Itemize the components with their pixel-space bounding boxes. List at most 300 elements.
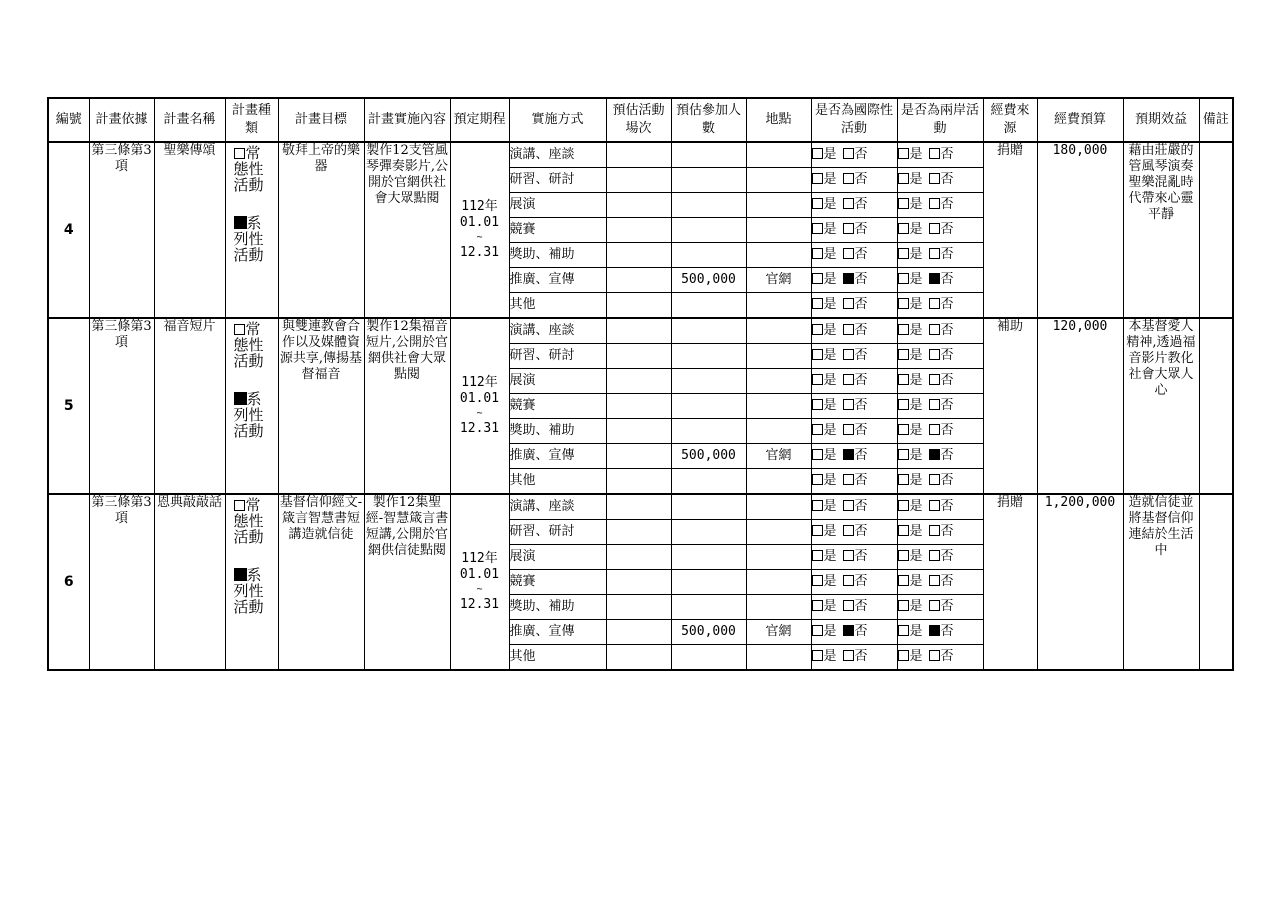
cross-strait-no-checkbox[interactable]: [929, 148, 940, 159]
international-no-checkbox[interactable]: [843, 349, 854, 360]
international-yes-checkbox[interactable]: [812, 650, 823, 661]
schedule-line: 12.31: [459, 245, 500, 260]
sessions-cell: [606, 293, 671, 319]
sessions-cell: [606, 268, 671, 293]
regular-activity-option[interactable]: [234, 497, 270, 545]
cross-strait-no-checkbox[interactable]: [929, 500, 940, 511]
international-yes-checkbox[interactable]: [812, 399, 823, 410]
location-cell: [746, 645, 811, 671]
cross-strait-no-checkbox[interactable]: [929, 399, 940, 410]
cross-strait-yes-checkbox[interactable]: [898, 525, 909, 536]
series-activity-label: 系列性活動: [233, 566, 264, 616]
cross-strait-yes-no: [897, 494, 983, 520]
method-label: 獎助、補助: [509, 595, 606, 620]
participants-cell: [671, 469, 746, 495]
cross-strait-yes-checkbox[interactable]: [898, 650, 909, 661]
international-no-checkbox[interactable]: [843, 575, 854, 586]
cross-strait-no-checkbox[interactable]: [929, 625, 940, 636]
yes-label: 是: [909, 423, 923, 438]
international-no-checkbox[interactable]: [843, 399, 854, 410]
series-activity-checkbox[interactable]: [234, 392, 247, 405]
no-label: 否: [854, 348, 868, 363]
sessions-cell: [606, 419, 671, 444]
international-yes-checkbox[interactable]: [812, 273, 823, 284]
method-label: 其他: [509, 645, 606, 671]
plan-basis: 第三條第3項: [89, 142, 154, 318]
method-label: 演講、座談: [509, 142, 606, 168]
plan-goal: 與雙連教會合作以及媒體資源共享,傳揚基督福音: [278, 318, 364, 494]
cross-strait-yes-no: [897, 218, 983, 243]
cross-strait-no-checkbox[interactable]: [929, 600, 940, 611]
international-yes-checkbox[interactable]: [812, 248, 823, 259]
yes-label: 是: [909, 323, 923, 338]
sessions-cell: [606, 344, 671, 369]
no-label: 否: [854, 222, 868, 237]
plan-content: 製作12集福音短片,公開於官網供社會大眾點閱: [364, 318, 450, 494]
cross-strait-yes-no: [897, 268, 983, 293]
no-label: 否: [854, 524, 868, 539]
plan-content: 製作12集聖經-智慧箴言書短講,公開於官網供信徒點閱: [364, 494, 450, 670]
no-label: 否: [854, 398, 868, 413]
cross-strait-yes-checkbox[interactable]: [898, 550, 909, 561]
no-label: 否: [854, 297, 868, 312]
yes-label: 是: [823, 373, 837, 388]
cross-strait-no-checkbox[interactable]: [929, 424, 940, 435]
international-yes-checkbox[interactable]: [812, 223, 823, 234]
yes-label: 是: [909, 599, 923, 614]
international-no-checkbox[interactable]: [843, 500, 854, 511]
plan-type: [225, 494, 278, 670]
plan-name: 恩典敲敲話: [154, 494, 225, 670]
no-label: 否: [940, 398, 954, 413]
cross-strait-no-checkbox[interactable]: [929, 349, 940, 360]
schedule-line: 01.01: [459, 391, 500, 406]
cross-strait-yes-checkbox[interactable]: [898, 399, 909, 410]
cross-strait-yes-no: [897, 469, 983, 495]
cross-strait-yes-checkbox[interactable]: [898, 248, 909, 259]
regular-activity-label: 常態性活動: [233, 320, 264, 370]
sessions-cell: [606, 444, 671, 469]
remark: [1199, 318, 1233, 494]
international-yes-no: [811, 620, 897, 645]
international-no-checkbox[interactable]: [843, 273, 854, 284]
cross-strait-yes-no: [897, 595, 983, 620]
no-label: 否: [854, 549, 868, 564]
cross-strait-yes-checkbox[interactable]: [898, 349, 909, 360]
international-yes-checkbox[interactable]: [812, 500, 823, 511]
yes-label: 是: [823, 524, 837, 539]
schedule-line: ~: [476, 232, 483, 243]
international-no-checkbox[interactable]: [843, 474, 854, 485]
location-cell: [746, 318, 811, 344]
international-yes-no: [811, 344, 897, 369]
yes-label: 是: [823, 624, 837, 639]
plan-block: [48, 142, 1233, 318]
no-label: 否: [940, 297, 954, 312]
participants-cell: [671, 168, 746, 193]
method-label: 研習、研討: [509, 168, 606, 193]
plan-content: 製作12支管風琴彈奏影片,公開於官網供社會大眾點閱: [364, 142, 450, 318]
plan-basis: 第三條第3項: [89, 318, 154, 494]
international-yes-no: [811, 168, 897, 193]
participants-cell: [671, 344, 746, 369]
international-no-checkbox[interactable]: [843, 449, 854, 460]
participants-cell: [671, 520, 746, 545]
plan-goal: 敬拜上帝的樂器: [278, 142, 364, 318]
regular-activity-checkbox[interactable]: [234, 324, 245, 335]
regular-activity-checkbox[interactable]: [234, 500, 245, 511]
method-label: 推廣、宣傳: [509, 620, 606, 645]
no-label: 否: [940, 599, 954, 614]
participants-cell: [671, 193, 746, 218]
international-no-checkbox[interactable]: [843, 600, 854, 611]
yes-label: 是: [909, 272, 923, 287]
method-label: 展演: [509, 193, 606, 218]
header-basis: 計畫依據: [89, 98, 154, 142]
international-yes-checkbox[interactable]: [812, 198, 823, 209]
yes-label: 是: [909, 197, 923, 212]
international-yes-checkbox[interactable]: [812, 625, 823, 636]
schedule-line: 01.01: [459, 567, 500, 582]
international-yes-no: [811, 419, 897, 444]
international-no-checkbox[interactable]: [843, 298, 854, 309]
cross-strait-no-checkbox[interactable]: [929, 650, 940, 661]
cross-strait-yes-no: [897, 142, 983, 168]
participants-cell: [671, 142, 746, 168]
cross-strait-yes-checkbox[interactable]: [898, 474, 909, 485]
method-label: 獎助、補助: [509, 419, 606, 444]
method-label: 其他: [509, 293, 606, 319]
sessions-cell: [606, 193, 671, 218]
cross-strait-yes-checkbox[interactable]: [898, 625, 909, 636]
cross-strait-yes-checkbox[interactable]: [898, 575, 909, 586]
no-label: 否: [940, 549, 954, 564]
cross-strait-yes-checkbox[interactable]: [898, 374, 909, 385]
international-no-checkbox[interactable]: [843, 525, 854, 536]
no-label: 否: [940, 423, 954, 438]
plan-goal: 基督信仰經文-箴言智慧書短講造就信徒: [278, 494, 364, 670]
no-label: 否: [940, 473, 954, 488]
plan-schedule: [450, 142, 509, 318]
sessions-cell: [606, 218, 671, 243]
cross-strait-yes-checkbox[interactable]: [898, 148, 909, 159]
plan-block: [48, 494, 1233, 670]
international-no-checkbox[interactable]: [843, 650, 854, 661]
location-cell: 官網: [746, 620, 811, 645]
participants-cell: [671, 318, 746, 344]
no-label: 否: [854, 323, 868, 338]
international-yes-no: [811, 268, 897, 293]
no-label: 否: [940, 172, 954, 187]
cross-strait-yes-no: [897, 344, 983, 369]
series-activity-option[interactable]: [234, 215, 270, 263]
international-yes-no: [811, 645, 897, 671]
sessions-cell: [606, 545, 671, 570]
cross-strait-no-checkbox[interactable]: [929, 223, 940, 234]
method-label: 競賽: [509, 218, 606, 243]
no-label: 否: [940, 323, 954, 338]
plan-basis: 第三條第3項: [89, 494, 154, 670]
international-yes-no: [811, 394, 897, 419]
regular-activity-checkbox[interactable]: [234, 148, 245, 159]
header-schedule: 預定期程: [450, 98, 509, 142]
yes-label: 是: [909, 297, 923, 312]
no-label: 否: [940, 448, 954, 463]
international-no-checkbox[interactable]: [843, 198, 854, 209]
yes-label: 是: [823, 247, 837, 262]
plan-block: [48, 318, 1233, 494]
cross-strait-yes-no: [897, 570, 983, 595]
location-cell: [746, 394, 811, 419]
cross-strait-yes-checkbox[interactable]: [898, 600, 909, 611]
international-yes-checkbox[interactable]: [812, 424, 823, 435]
international-yes-no: [811, 193, 897, 218]
no-label: 否: [940, 649, 954, 664]
international-yes-checkbox[interactable]: [812, 575, 823, 586]
yes-label: 是: [823, 398, 837, 413]
yes-label: 是: [823, 649, 837, 664]
location-cell: 官網: [746, 444, 811, 469]
participants-cell: [671, 419, 746, 444]
cross-strait-yes-checkbox[interactable]: [898, 173, 909, 184]
international-yes-no: [811, 520, 897, 545]
location-cell: [746, 595, 811, 620]
series-activity-option[interactable]: [234, 391, 270, 439]
series-activity-checkbox[interactable]: [234, 216, 247, 229]
yes-label: 是: [909, 448, 923, 463]
yes-label: 是: [909, 172, 923, 187]
international-no-checkbox[interactable]: [843, 173, 854, 184]
international-yes-checkbox[interactable]: [812, 449, 823, 460]
schedule-line: 01.01: [459, 215, 500, 230]
plan-number: 4: [48, 142, 89, 318]
header-content: 計畫實施內容: [364, 98, 450, 142]
method-label: 展演: [509, 369, 606, 394]
no-label: 否: [940, 373, 954, 388]
participants-cell: [671, 645, 746, 671]
yes-label: 是: [909, 247, 923, 262]
yes-label: 是: [823, 423, 837, 438]
series-activity-checkbox[interactable]: [234, 568, 247, 581]
method-label: 推廣、宣傳: [509, 444, 606, 469]
regular-activity-option[interactable]: [234, 321, 270, 369]
method-label: 競賽: [509, 570, 606, 595]
table-header: [48, 98, 1233, 142]
header-cross-strait: 是否為兩岸活動: [897, 98, 983, 142]
cross-strait-yes-checkbox[interactable]: [898, 424, 909, 435]
cross-strait-no-checkbox[interactable]: [929, 474, 940, 485]
no-label: 否: [854, 423, 868, 438]
international-yes-no: [811, 369, 897, 394]
sessions-cell: [606, 168, 671, 193]
cross-strait-yes-checkbox[interactable]: [898, 273, 909, 284]
cross-strait-no-checkbox[interactable]: [929, 198, 940, 209]
no-label: 否: [854, 624, 868, 639]
plan-type: [225, 318, 278, 494]
location-cell: [746, 570, 811, 595]
international-yes-checkbox[interactable]: [812, 173, 823, 184]
header-sessions: 預估活動場次: [606, 98, 671, 142]
budget-amount: 180,000: [1037, 142, 1123, 318]
international-no-checkbox[interactable]: [843, 625, 854, 636]
yes-label: 是: [909, 373, 923, 388]
participants-cell: 500,000: [671, 268, 746, 293]
table-row: [48, 494, 1233, 520]
cross-strait-yes-checkbox[interactable]: [898, 500, 909, 511]
budget-amount: 1,200,000: [1037, 494, 1123, 670]
international-no-checkbox[interactable]: [843, 550, 854, 561]
international-yes-checkbox[interactable]: [812, 474, 823, 485]
no-label: 否: [940, 247, 954, 262]
sessions-cell: [606, 494, 671, 520]
location-cell: [746, 494, 811, 520]
yes-label: 是: [823, 549, 837, 564]
international-yes-no: [811, 494, 897, 520]
schedule-line: 12.31: [459, 421, 500, 436]
header-type: 計畫種類: [225, 98, 278, 142]
yes-label: 是: [823, 323, 837, 338]
international-yes-no: [811, 595, 897, 620]
cross-strait-yes-checkbox[interactable]: [898, 449, 909, 460]
location-cell: [746, 168, 811, 193]
series-activity-label: 系列性活動: [233, 390, 264, 440]
international-yes-checkbox[interactable]: [812, 298, 823, 309]
international-yes-checkbox[interactable]: [812, 324, 823, 335]
sessions-cell: [606, 620, 671, 645]
international-yes-no: [811, 243, 897, 268]
yes-label: 是: [823, 473, 837, 488]
no-label: 否: [854, 373, 868, 388]
cross-strait-yes-no: [897, 293, 983, 319]
no-label: 否: [940, 624, 954, 639]
no-label: 否: [940, 147, 954, 162]
sessions-cell: [606, 369, 671, 394]
yes-label: 是: [823, 172, 837, 187]
cross-strait-no-checkbox[interactable]: [929, 550, 940, 561]
no-label: 否: [854, 448, 868, 463]
schedule-line: 112年: [461, 375, 498, 390]
plan-name: 福音短片: [154, 318, 225, 494]
cross-strait-no-checkbox[interactable]: [929, 324, 940, 335]
location-cell: [746, 243, 811, 268]
international-yes-no: [811, 469, 897, 495]
cross-strait-yes-no: [897, 520, 983, 545]
location-cell: [746, 369, 811, 394]
series-activity-option[interactable]: [234, 567, 270, 615]
cross-strait-yes-checkbox[interactable]: [898, 298, 909, 309]
header-international: 是否為國際性活動: [811, 98, 897, 142]
participants-cell: [671, 394, 746, 419]
international-no-checkbox[interactable]: [843, 223, 854, 234]
international-yes-checkbox[interactable]: [812, 374, 823, 385]
international-no-checkbox[interactable]: [843, 148, 854, 159]
plan-schedule: [450, 318, 509, 494]
international-no-checkbox[interactable]: [843, 374, 854, 385]
no-label: 否: [854, 599, 868, 614]
regular-activity-option[interactable]: [234, 145, 270, 193]
cross-strait-yes-no: [897, 318, 983, 344]
cross-strait-no-checkbox[interactable]: [929, 525, 940, 536]
no-label: 否: [854, 272, 868, 287]
no-label: 否: [854, 473, 868, 488]
cross-strait-no-checkbox[interactable]: [929, 449, 940, 460]
participants-cell: [671, 570, 746, 595]
header-name: 計畫名稱: [154, 98, 225, 142]
cross-strait-no-checkbox[interactable]: [929, 273, 940, 284]
location-cell: [746, 193, 811, 218]
international-yes-checkbox[interactable]: [812, 148, 823, 159]
international-no-checkbox[interactable]: [843, 324, 854, 335]
participants-cell: [671, 369, 746, 394]
schedule-line: 112年: [461, 199, 498, 214]
participants-cell: [671, 494, 746, 520]
no-label: 否: [854, 649, 868, 664]
international-yes-checkbox[interactable]: [812, 600, 823, 611]
table-row: [48, 142, 1233, 168]
yes-label: 是: [823, 197, 837, 212]
yes-label: 是: [909, 147, 923, 162]
header-source: 經費來源: [983, 98, 1037, 142]
yes-label: 是: [823, 222, 837, 237]
cross-strait-no-checkbox[interactable]: [929, 248, 940, 259]
cross-strait-no-checkbox[interactable]: [929, 298, 940, 309]
header-method: 實施方式: [509, 98, 606, 142]
header-budget: 經費預算: [1037, 98, 1123, 142]
location-cell: [746, 469, 811, 495]
participants-cell: [671, 243, 746, 268]
method-label: 演講、座談: [509, 318, 606, 344]
yes-label: 是: [823, 272, 837, 287]
yes-label: 是: [909, 649, 923, 664]
expected-benefit: 藉由莊嚴的管風琴演奏聖樂混亂時代帶來心靈平靜: [1123, 142, 1199, 318]
international-yes-checkbox[interactable]: [812, 525, 823, 536]
location-cell: [746, 344, 811, 369]
plan-name: 聖樂傳頌: [154, 142, 225, 318]
cross-strait-yes-checkbox[interactable]: [898, 198, 909, 209]
schedule-line: ~: [476, 584, 483, 595]
yes-label: 是: [823, 348, 837, 363]
no-label: 否: [940, 499, 954, 514]
international-yes-checkbox[interactable]: [812, 550, 823, 561]
expected-benefit: 造就信徒並將基督信仰連結於生活中: [1123, 494, 1199, 670]
no-label: 否: [940, 272, 954, 287]
cross-strait-yes-checkbox[interactable]: [898, 324, 909, 335]
international-no-checkbox[interactable]: [843, 424, 854, 435]
yes-label: 是: [909, 499, 923, 514]
participants-cell: 500,000: [671, 620, 746, 645]
plan-number: 5: [48, 318, 89, 494]
international-yes-no: [811, 318, 897, 344]
cross-strait-yes-no: [897, 620, 983, 645]
cross-strait-yes-checkbox[interactable]: [898, 223, 909, 234]
cross-strait-no-checkbox[interactable]: [929, 374, 940, 385]
international-yes-checkbox[interactable]: [812, 349, 823, 360]
sessions-cell: [606, 645, 671, 671]
cross-strait-yes-no: [897, 193, 983, 218]
no-label: 否: [940, 574, 954, 589]
cross-strait-no-checkbox[interactable]: [929, 173, 940, 184]
international-yes-no: [811, 218, 897, 243]
no-label: 否: [854, 172, 868, 187]
cross-strait-no-checkbox[interactable]: [929, 575, 940, 586]
cross-strait-yes-no: [897, 545, 983, 570]
method-label: 獎助、補助: [509, 243, 606, 268]
international-yes-no: [811, 142, 897, 168]
international-no-checkbox[interactable]: [843, 248, 854, 259]
method-label: 推廣、宣傳: [509, 268, 606, 293]
method-label: 競賽: [509, 394, 606, 419]
no-label: 否: [940, 222, 954, 237]
